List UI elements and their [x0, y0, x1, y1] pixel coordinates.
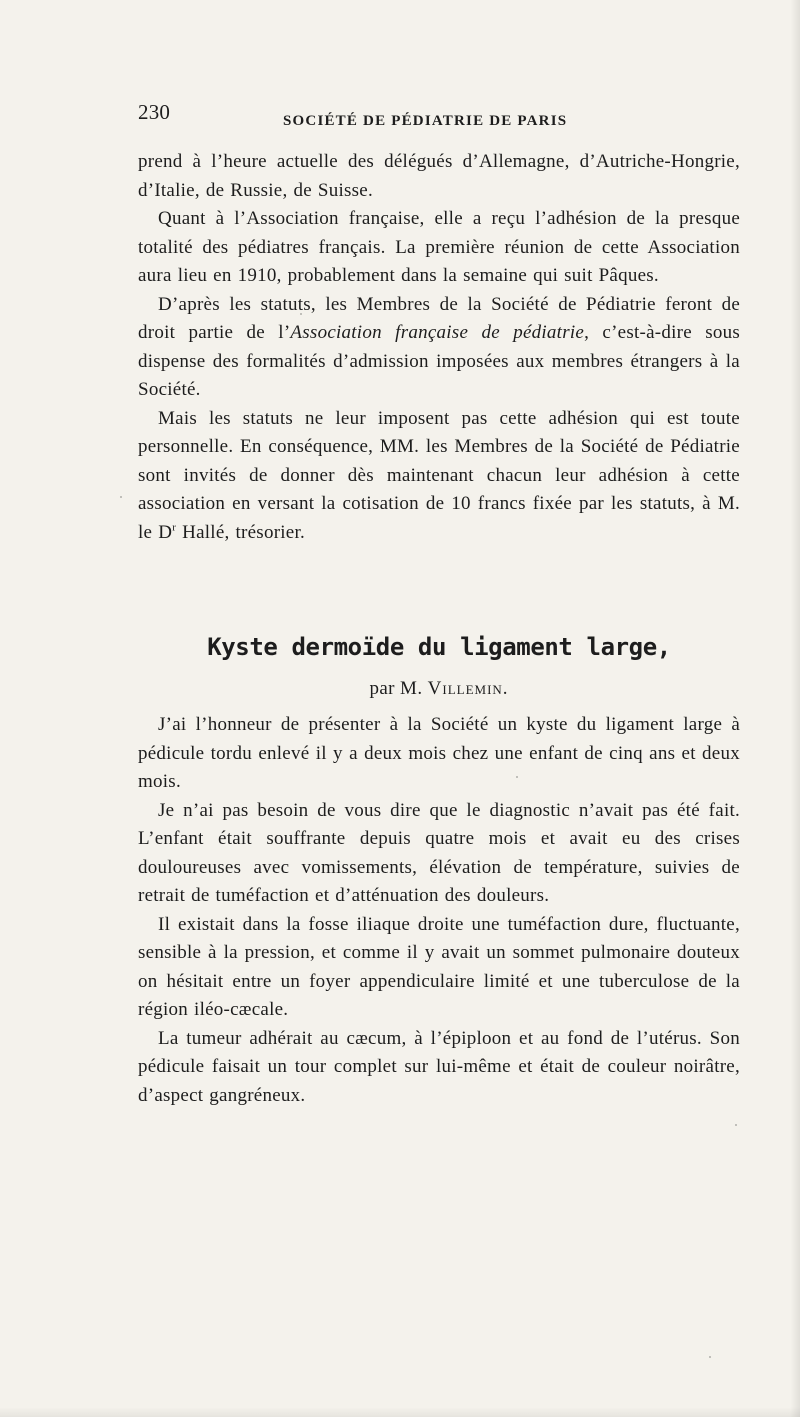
paragraph-3	[138, 291, 740, 405]
paragraph-4-text-before: Mais les statuts ne leur imposent pas cette adhésion qui est toute personnelle. En conséquence, MM. les Membres de la Société de Pédiatrie sont invités de donner dès maintenant chacun leur adhésion à cette association en versant la cotisation de 10 francs fixée par les statuts, à M. le D	[138, 407, 740, 543]
page-header	[138, 100, 740, 130]
paper-speck	[120, 496, 122, 498]
paragraph-3-text-before: D’après les statuts, les Membres de la Société de Pédiatrie feront de droit partie de l’	[138, 293, 740, 343]
paper-speck	[735, 1124, 737, 1126]
article-title: Kyste dermoïde du ligament large,	[207, 633, 671, 661]
author-name: Villemin.	[427, 678, 509, 699]
paper-speck	[516, 776, 518, 778]
continued-text	[138, 148, 740, 547]
paper-speck	[300, 313, 302, 315]
paragraph-3-text-after: , c’est-à-dire sous dispense des formalités d’admission imposées aux membres étrangers à la Société.	[138, 322, 740, 400]
byline-prefix: par M.	[369, 678, 423, 699]
article-byline	[138, 676, 740, 701]
paragraph-4-text-after: Hallé, trésorier.	[176, 521, 306, 543]
paper-speck	[709, 1356, 711, 1358]
page-bottom-edge-shadow	[0, 1407, 800, 1417]
article-paragraph-4: La tumeur adhérait au cæcum, à l’épiploon et au fond de l’utérus. Son pédicule faisait un tour complet sur lui-même et était de couleur noirâtre, d’aspect gangréneux.	[138, 1027, 740, 1106]
article-paragraph-1: J’ai l’honneur de présenter à la Société un kyste du ligament large à pédicule tordu enlevé il y a deux mois chez une enfant de cinq ans et deux mois.	[138, 714, 740, 792]
article-paragraph-2: Je n’ai pas besoin de vous dire que le diagnostic n’avait pas été fait. L’enfant était souffrante depuis quatre mois et avait eu des crises douloureuses avec vomissements, élévation de température, suivies de retrait de tuméfaction et d’atténuation des douleurs.	[138, 799, 740, 906]
article-text	[138, 711, 740, 1110]
article-paragraph-3: Il existait dans la fosse iliaque droite une tuméfaction dure, fluctuante, sensible à la pression, et comme il y avait un sommet pulmonaire douteux on hésitait entre un foyer appendiculaire limité et une tuberculose de la région iléo-cæcale.	[138, 913, 740, 1020]
page-right-edge-shadow	[790, 0, 800, 1417]
paragraph-1: prend à l’heure actuelle des délégués d’Allemagne, d’Autriche-Hongrie, d’Italie, de Russie, de Suisse.	[138, 151, 740, 201]
association-name: Association française de pédiatrie	[290, 322, 585, 343]
paragraph-4	[138, 405, 740, 548]
running-head: SOCIÉTÉ DE PÉDIATRIE DE PARIS	[283, 113, 568, 129]
doctor-superscript: r	[172, 521, 177, 534]
paragraph-2: Quant à l’Association française, elle a reçu l’adhésion de la presque totalité des pédiatres français. La première réunion de cette Association aura lieu en 1910, probablement dans la semaine qui suit Pâques.	[138, 208, 740, 286]
page-number: 230	[138, 100, 171, 124]
